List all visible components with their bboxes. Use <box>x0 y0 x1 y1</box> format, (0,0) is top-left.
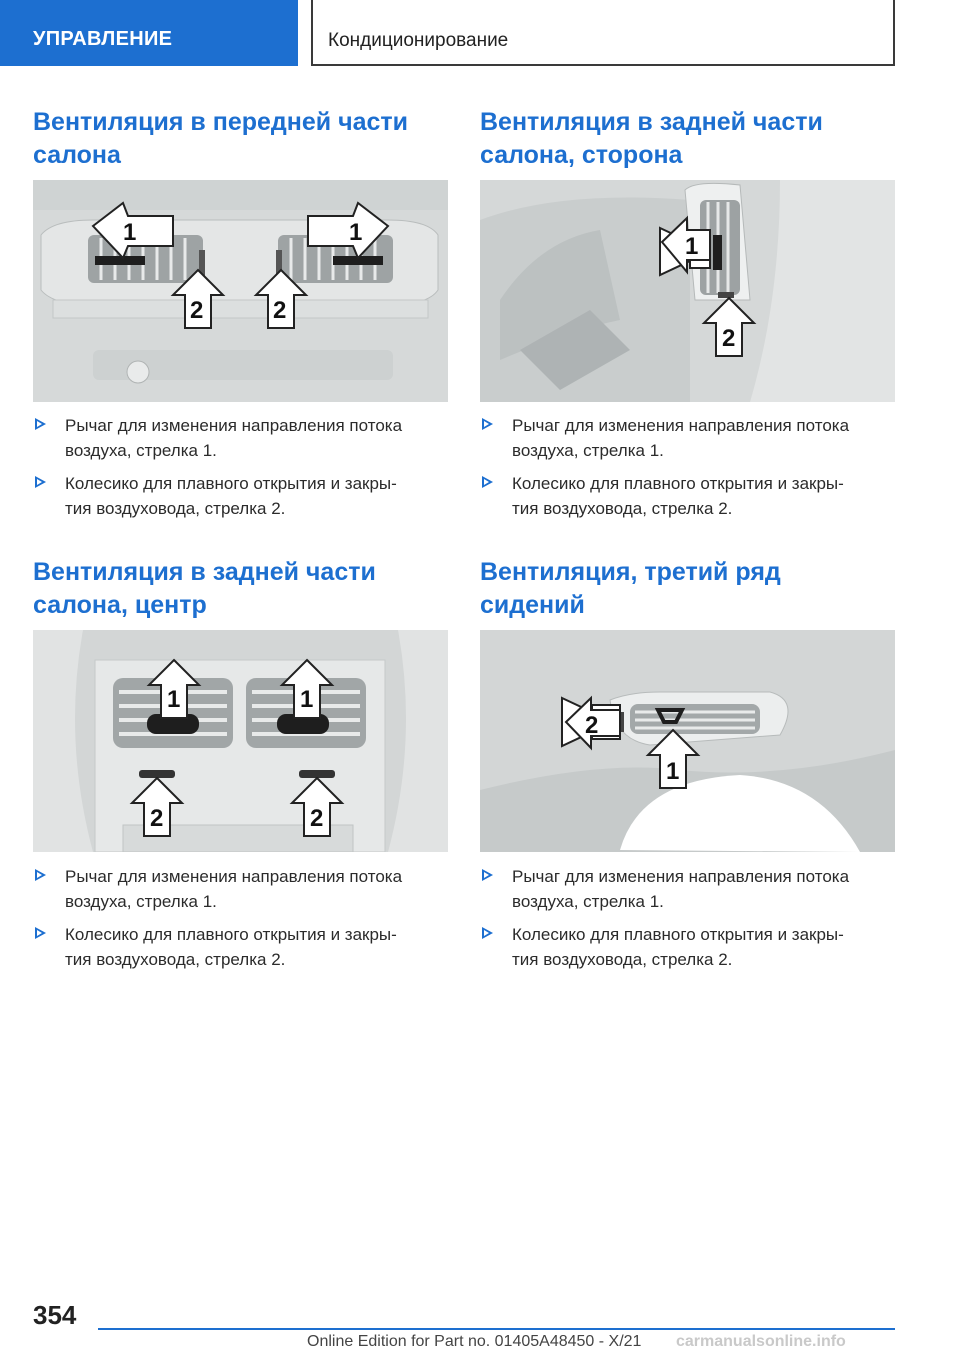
callout-2: 2 <box>150 805 164 832</box>
triangle-bullet-icon <box>35 476 46 488</box>
list-item <box>480 471 895 521</box>
title-line: салона, сторона <box>480 141 683 169</box>
chapter-box <box>311 0 895 66</box>
list-item <box>33 922 448 972</box>
edition-text: Online Edition for Part no. 01405A48450 - X/21 <box>307 1333 642 1350</box>
bullet-list-rear-side <box>480 413 895 529</box>
bullet-line: тия воздуховода, стрелка 2. <box>512 499 733 518</box>
section-tab <box>0 0 298 66</box>
title-line: салона, центр <box>33 591 207 619</box>
third-row-vent-photo <box>480 630 895 852</box>
section-title-rear-center <box>33 556 448 622</box>
bullet-line: тия воздуховода, стрелка 2. <box>65 950 286 969</box>
bullet-line: воздуха, стрелка 1. <box>65 892 217 911</box>
callout-2: 2 <box>190 297 204 324</box>
bullet-list-third-row <box>480 864 895 980</box>
callout-1: 1 <box>349 219 363 246</box>
triangle-bullet-icon <box>35 927 46 939</box>
callout-1: 1 <box>685 233 699 260</box>
section-label: УПРАВЛЕНИЕ <box>33 28 173 50</box>
bullet-line: тия воздуховода, стрелка 2. <box>512 950 733 969</box>
list-item <box>33 471 448 521</box>
bullet-line: воздуха, стрелка 1. <box>65 441 217 460</box>
triangle-bullet-icon <box>35 869 46 881</box>
title-line: Вентиляция в задней части <box>480 108 823 136</box>
footer-divider <box>98 1328 895 1330</box>
section-title-rear-side <box>480 106 895 172</box>
callout-1: 1 <box>123 219 137 246</box>
bullet-line: Рычаг для изменения направления потока <box>65 867 403 886</box>
list-item <box>33 864 448 914</box>
callout-2: 2 <box>585 712 599 739</box>
title-line: Вентиляция в передней части <box>33 108 409 136</box>
callout-1: 1 <box>666 758 680 785</box>
bullet-line: Рычаг для изменения направления потока <box>512 867 850 886</box>
bullet-line: Рычаг для изменения направления потока <box>512 416 850 435</box>
callout-2: 2 <box>310 805 324 832</box>
rear-side-vent-photo <box>480 180 895 402</box>
watermark-text: carmanualsonline.info <box>676 1333 846 1350</box>
bullet-line: воздуха, стрелка 1. <box>512 441 664 460</box>
triangle-bullet-icon <box>482 476 493 488</box>
chapter-label: Кондиционирование <box>328 30 509 51</box>
section-title-third-row <box>480 556 895 622</box>
callout-1: 1 <box>300 686 314 713</box>
list-item <box>480 413 895 463</box>
title-line: Вентиляция, третий ряд <box>480 558 781 586</box>
list-item <box>480 864 895 914</box>
list-item <box>33 413 448 463</box>
triangle-bullet-icon <box>482 927 493 939</box>
callout-1: 1 <box>167 686 181 713</box>
triangle-bullet-icon <box>35 418 46 430</box>
list-item <box>480 922 895 972</box>
bullet-line: Колесико для плавного открытия и закры‐ <box>65 925 397 944</box>
triangle-bullet-icon <box>482 869 493 881</box>
section-title-front <box>33 106 448 172</box>
title-line: сидений <box>480 591 585 619</box>
front-vents-photo <box>33 180 448 402</box>
title-line: Вентиляция в задней части <box>33 558 376 586</box>
page-number: 354 <box>33 1300 77 1330</box>
bullet-line: Колесико для плавного открытия и закры‐ <box>65 474 397 493</box>
bullet-line: тия воздуховода, стрелка 2. <box>65 499 286 518</box>
triangle-bullet-icon <box>482 418 493 430</box>
bullet-line: Колесико для плавного открытия и закры‐ <box>512 474 844 493</box>
rear-center-vents-photo <box>33 630 448 852</box>
title-line: салона <box>33 141 121 169</box>
bullet-line: Колесико для плавного открытия и закры‐ <box>512 925 844 944</box>
callout-2: 2 <box>722 325 736 352</box>
callout-2: 2 <box>273 297 287 324</box>
bullet-line: Рычаг для изменения направления потока <box>65 416 403 435</box>
bullet-list-front <box>33 413 448 529</box>
bullet-line: воздуха, стрелка 1. <box>512 892 664 911</box>
bullet-list-rear-center <box>33 864 448 980</box>
